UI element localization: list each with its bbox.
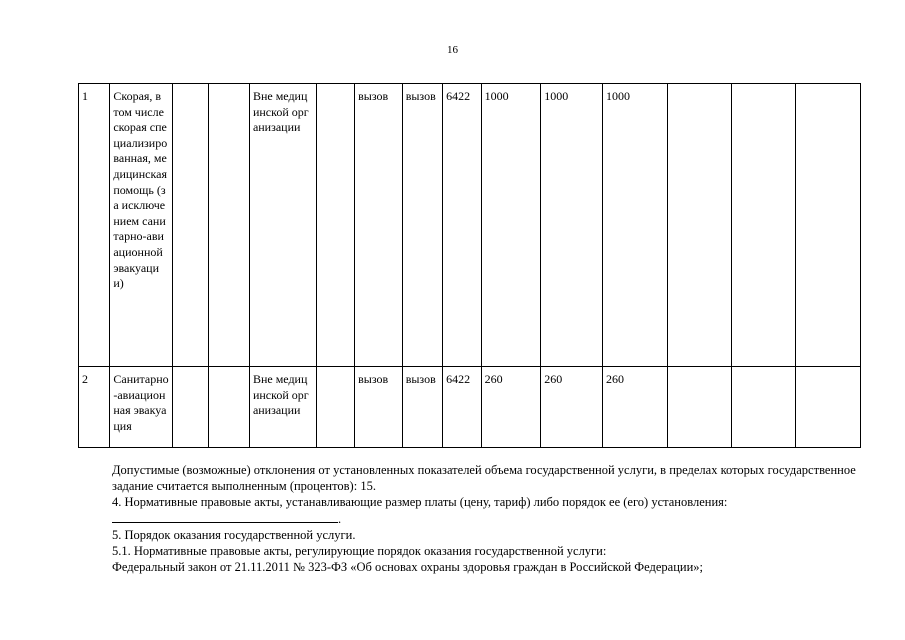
- value-cell: 260: [481, 367, 541, 448]
- indicators-table: [78, 83, 861, 448]
- table-row: [79, 367, 861, 448]
- procedure-acts-paragraph: 5.1. Нормативные правовые акты, регулирующие порядок оказания государственной услуги:: [112, 544, 607, 558]
- value-cell: 1000: [541, 84, 603, 367]
- value-cell: 1000: [602, 84, 667, 367]
- conditions-cell: Вне медицинской организации: [249, 367, 316, 448]
- row-number-cell: 1: [79, 84, 110, 367]
- table-cell: [316, 367, 354, 448]
- page-number: 16: [447, 44, 458, 56]
- table-cell: [796, 84, 861, 367]
- unit-cell: вызов: [402, 84, 442, 367]
- table-cell: [316, 84, 354, 367]
- unit-code-cell: 6422: [443, 84, 481, 367]
- table-row: [79, 84, 861, 367]
- unit-cell: вызов: [402, 367, 442, 448]
- value-cell: 260: [602, 367, 667, 448]
- blank-fill-line: [70, 510, 870, 527]
- conditions-cell: Вне медицинской организации: [249, 84, 316, 367]
- table-cell: [173, 84, 209, 367]
- table-cell: [209, 367, 249, 448]
- value-cell: 260: [541, 367, 603, 448]
- row-number-cell: 2: [79, 367, 110, 448]
- federal-law-paragraph: Федеральный закон от 21.11.2011 № 323-ФЗ «Об основах охраны здоровья граждан в Российской Федерации»;: [112, 560, 704, 574]
- table-cell: [173, 367, 209, 448]
- unit-cell: вызов: [355, 367, 403, 448]
- blank-underline: [112, 510, 338, 523]
- table-cell: [796, 367, 861, 448]
- value-cell: 1000: [481, 84, 541, 367]
- unit-code-cell: 6422: [443, 367, 481, 448]
- document-body: [70, 462, 870, 575]
- table-cell: [732, 84, 796, 367]
- unit-cell: вызов: [355, 84, 403, 367]
- fee-acts-paragraph: 4. Нормативные правовые акты, устанавливающие размер платы (цену, тариф) либо порядок ее (его) установления:: [112, 495, 728, 509]
- procedure-heading: 5. Порядок оказания государственной услуги.: [112, 528, 356, 542]
- service-name-cell: Скорая, в том числе скорая специализированная, медицинская помощь (за исключением санитарно-авиационной эвакуации): [110, 84, 173, 367]
- table-cell: [209, 84, 249, 367]
- table-cell: [732, 367, 796, 448]
- service-name-cell: Санитарно-авиационная эвакуация: [110, 367, 173, 448]
- table-cell: [667, 84, 732, 367]
- blank-line-suffix: .: [338, 512, 342, 526]
- table-cell: [667, 367, 732, 448]
- deviation-paragraph: Допустимые (возможные) отклонения от установленных показателей объема государственной услуги, в пределах которых государственное задание считается выполненным (процентов): 15.: [112, 463, 856, 493]
